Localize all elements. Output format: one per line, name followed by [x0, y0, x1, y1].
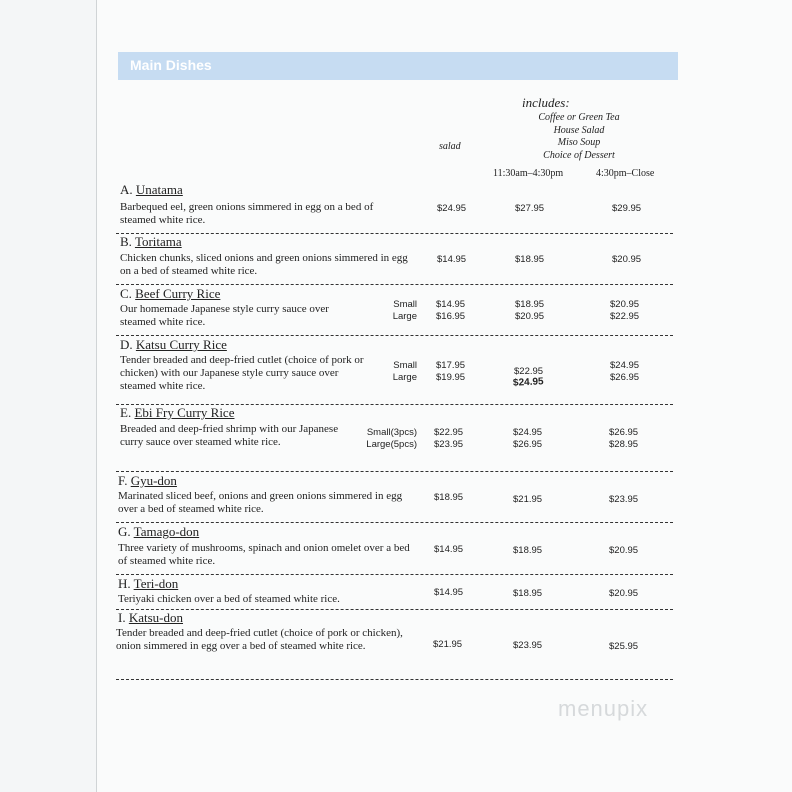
includes-item: House Salad — [553, 124, 605, 136]
price-dinner: $20.95 $22.95 — [610, 299, 640, 322]
item-letter: B. — [120, 234, 132, 249]
size-label: Small — [393, 299, 417, 310]
item-title — [118, 576, 178, 592]
item-title — [118, 610, 183, 626]
item-letter: D. — [120, 337, 133, 352]
item-title — [118, 473, 177, 489]
size-options — [358, 427, 417, 451]
price-dinner: $20.95 — [612, 254, 642, 265]
section-header-bar — [118, 52, 678, 80]
item-separator — [116, 679, 673, 680]
price-lunch: $22.95 — [514, 366, 544, 377]
price-dinner: $24.95 $26.95 — [610, 360, 640, 383]
item-title — [120, 234, 182, 250]
price-lunch: $24.95 $26.95 — [513, 427, 543, 450]
item-separator — [116, 609, 673, 610]
item-letter: F. — [118, 473, 128, 488]
item-separator — [116, 233, 673, 234]
item-name: Teri-don — [133, 576, 179, 591]
column-header-dinner: 4:30pm–Close — [596, 168, 655, 179]
size-options — [380, 299, 417, 323]
price-lunch: $18.95 — [513, 545, 543, 556]
item-letter: A. — [120, 182, 133, 197]
price-salad: $24.95 — [437, 203, 467, 214]
price-lunch: $18.95 $20.95 — [515, 299, 545, 322]
price-lunch: $23.95 — [513, 640, 543, 651]
item-letter: I. — [118, 610, 126, 625]
item-description: Marinated sliced beef, onions and green onions simmered in egg over a bed of steamed white rice. — [118, 490, 403, 515]
item-name: Tamago-don — [133, 524, 200, 539]
price-salad: $14.95 — [437, 254, 467, 265]
price-dinner: $20.95 — [609, 545, 639, 556]
price-salad: $21.95 — [433, 639, 463, 650]
item-title — [120, 182, 183, 198]
item-separator — [116, 471, 673, 472]
item-title — [118, 524, 199, 540]
item-letter: E. — [120, 405, 132, 420]
item-title — [120, 405, 234, 421]
includes-item: Choice of Dessert — [543, 149, 615, 161]
price-dinner: $25.95 — [609, 641, 639, 652]
item-description: Teriyaki chicken over a bed of steamed white rice. — [118, 593, 340, 605]
price-dinner: $20.95 — [609, 588, 639, 599]
item-title — [120, 286, 220, 302]
size-label: Small(3pcs) — [366, 427, 417, 438]
size-label: Large(5pcs) — [366, 439, 417, 450]
includes-item: Miso Soup — [557, 137, 601, 148]
price-salad: $22.95 $23.95 — [434, 427, 464, 450]
item-description: Our homemade Japanese style curry sauce over steamed white rice. — [120, 303, 329, 328]
column-header-salad: salad — [439, 141, 461, 152]
watermark: menupix — [558, 696, 649, 721]
item-separator — [116, 284, 673, 285]
price-salad: $14.95 $16.95 — [436, 299, 466, 322]
price-lunch: $18.95 — [515, 254, 545, 265]
price-salad: $18.95 — [434, 492, 464, 503]
item-separator — [116, 574, 673, 575]
item-description: Chicken chunks, sliced onions and green onions simmered in egg on a bed of steamed white rice. — [120, 252, 408, 277]
size-label: Large — [392, 372, 417, 383]
size-label: Small — [393, 360, 417, 371]
item-letter: C. — [120, 286, 132, 301]
price-dinner: $23.95 — [609, 494, 639, 505]
price-dinner: $26.95 $28.95 — [609, 427, 639, 450]
item-description: Breaded and deep-fried shrimp with our Japanese curry sauce over steamed white rice. — [120, 423, 339, 448]
price-lunch: $18.95 — [513, 588, 543, 599]
item-name: Toritama — [134, 234, 182, 249]
price-dinner: $29.95 — [612, 203, 642, 214]
item-letter: G. — [118, 524, 131, 539]
item-title — [120, 337, 227, 353]
item-separator — [116, 522, 673, 523]
item-name: Ebi Fry Curry Rice — [134, 405, 235, 420]
item-name: Gyu-don — [130, 473, 177, 488]
price-salad: $14.95 — [434, 587, 464, 598]
price-salad: $17.95 $19.95 — [436, 360, 466, 383]
item-separator — [116, 335, 673, 336]
item-name: Katsu Curry Rice — [135, 337, 227, 352]
item-description: Three variety of mushrooms, spinach and onion omelet over a bed of steamed white rice. — [118, 542, 410, 567]
item-name: Unatama — [135, 182, 183, 197]
price-lunch-handwritten: $24.95 — [512, 376, 544, 389]
includes-label: includes: — [522, 95, 570, 110]
price-salad: $14.95 — [434, 544, 464, 555]
price-lunch: $21.95 — [513, 494, 543, 505]
item-description: Tender breaded and deep-fried cutlet (choice of pork or chicken) with our Japanese style curry sauce over steamed white rice. — [120, 354, 364, 392]
price-lunch: $27.95 — [515, 203, 545, 214]
item-description: Tender breaded and deep-fried cutlet (choice of pork or chicken), onion simmered in egg over a bed of steamed white rice. — [116, 627, 403, 652]
item-name: Katsu-don — [128, 610, 184, 625]
section-title: Main Dishes — [130, 57, 212, 73]
includes-item: Coffee or Green Tea — [538, 112, 620, 123]
item-description: Barbequed eel, green onions simmered in egg on a bed of steamed white rice. — [120, 201, 374, 226]
item-letter: H. — [118, 576, 131, 591]
size-options — [380, 360, 417, 384]
size-label: Large — [392, 311, 417, 322]
item-name: Beef Curry Rice — [135, 286, 221, 301]
column-header-lunch: 11:30am–4:30pm — [493, 168, 564, 179]
includes-list — [520, 112, 638, 162]
menu-page — [96, 0, 792, 792]
